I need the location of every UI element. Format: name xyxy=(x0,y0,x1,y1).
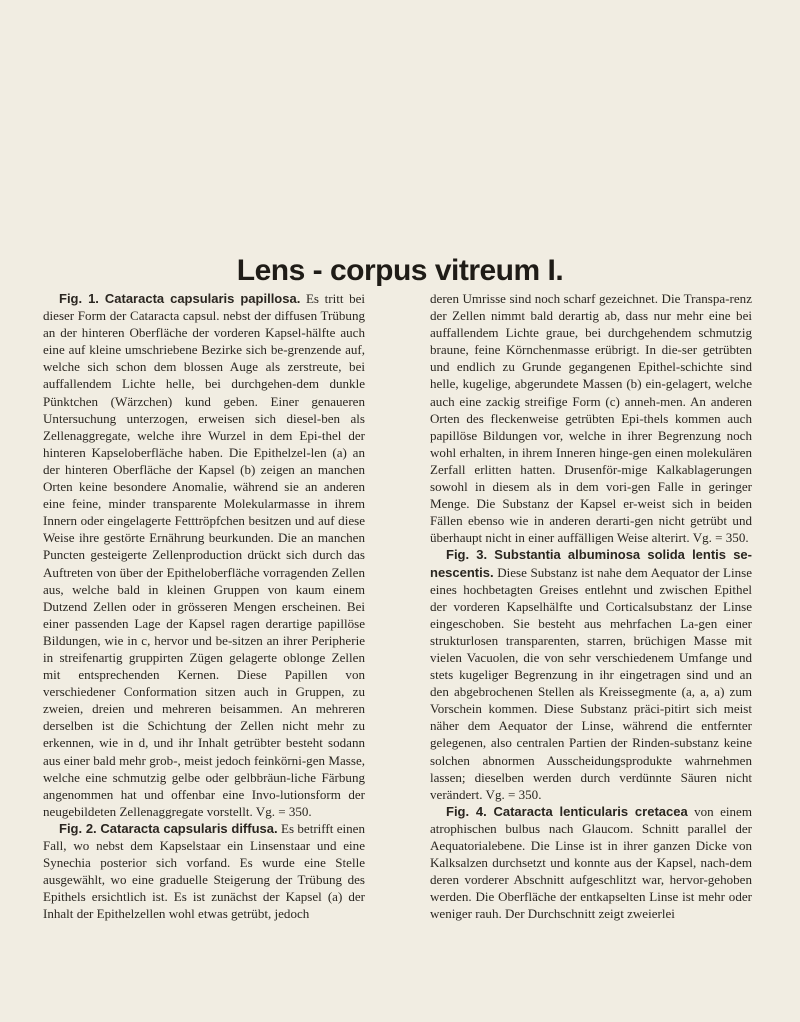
paragraph-continued xyxy=(430,290,752,546)
figure-caption: Fig. 3. Substantia albuminosa solida lentis se-nescentis. xyxy=(430,547,752,580)
right-column xyxy=(430,290,752,922)
paragraph-text: deren Umrisse sind noch scharf gezeichnet. Die Transpa-renz der Zellen nimmt bald derartig ab, dass nur mehr eine bei auffallendem Lichte graue, bei durchgehendem schmutzig braune, feine Körnchenmasse erübrigt. In die-ser getrübten und endlich zu Grunde gegangenen Epithel-schichte sind helle, kugelige, abgerundete Massen (b) ein-gelagert, welche auch eine zackig streifige Form (c) anneh-men. An anderen Orten des fleckenweise getrübten Epi-thels kommen auch papillöse Bildungen vor, welche in ihrer Begrenzung noch wohl erhalten, in ihrem Inneren hinge-gen einen molekulären Zerfall erlitten hatten. Drusenför-mige Kalkablagerungen sowohl in diesem als in dem vori-gen Falle in geringer Menge. Die Substanz der Kapsel er-weist sich in beiden Fällen ebenso wie in anderen derarti-gen nicht getrübt und überhaupt nicht in einer auffälligen Weise alterirt. Vg. = 350. xyxy=(430,291,752,546)
figure-caption: Fig. 2. Cataracta capsularis diffusa. xyxy=(59,820,278,836)
paragraph-text: Es betrifft einen Fall, wo nebst dem Kapselstaar ein Linsenstaar und eine Synechia posterior sich vorfand. Es wurde eine Stelle ausgewählt, wo eine graduelle Steigerung der Trübung des Epithels ersichtlich ist. Es ist zunächst der Kapsel (a) der Inhalt der Epithelzellen wohl etwas getrübt, jedoch xyxy=(43,820,366,922)
left-column xyxy=(43,290,365,922)
figure-caption: Fig. 4. Cataracta lenticularis cretacea xyxy=(446,803,688,819)
paragraph-text: von einem atrophischen bulbus nach Glaucom. Schnitt parallel der Aequatorialebene. Die Linse ist in ihrer ganzen Dicke von Kalksalzen durchsetzt und konnte aus der Kapsel, nach-dem deren vorderer Abschnitt aufgeschlitzt war, hervor-gehoben werden. Die Oberfläche der entkapselten Linse ist mehr oder weniger rauh. Der Durchschnitt zeigt zweierlei xyxy=(430,803,752,922)
paragraph-text: Diese Substanz ist nahe dem Aequator der Linse eines hochbetagten Greises entlehnt und zwischen Epithel der vorderen Kapselhälfte und Corticalsubstanz der Linse eingeschoben. Sie besteht aus mehrfachen La-gen einer strukturlosen transparenten, starren, brüchigen Masse mit vielen Vacuolen, die von sehr verschiedenem Umfange und stets kugeliger Begrenzung in ihr eingetragen sind und an den abgebrochenen Stellen als Kreissegmente (a, a, a) zum Vorschein kommen. Diese Substanz präci-pitirt sich meist näher dem Aequator der Linse, während die entfernter gelegenen, also centralen Partien der Rinden-substanz keine solchen abnormen Ausscheidungsprodukte wahrnehmen lassen; dieselben werden durch verdünnte Säuren nicht verändert. Vg. = 350. xyxy=(430,564,752,802)
paragraph-text: Es tritt bei dieser Form der Cataracta capsul. nebst der diffusen Trübung an der hinteren Oberfläche der vorderen Kapsel-hälfte auch eine auf kleine umschriebene Bezirke sich be-grenzende auf, welche sich schon dem blossen Auge als zerstreute, bei auffallendem Lichte helle, bei durchgehen-dem dunkle Pünktchen (Wärzchen) kund geben. Einer genaueren Untersuchung unterzogen, erweisen sich diesel-ben als Zellenaggregate, welche ihre Wurzel in dem Epi-thel der hinteren Kapseloberfläche haben. Die Epithelzel-len (a) an der hinteren Oberfläche der Kapsel (b) zeigen an manchen Orten keine besondere Anomalie, während sie an anderen eine feine, minder transparente Molekularmasse in ihrem Innern oder eingelagerte Fetttröpfchen besitzen und auf diese Weise ihre gestörte Ernährung beurkunden. Die an manchen Puncten gesteigerte Zellenproduction drückt sich durch das Auftreten von über der Epitheloberfläche vorragenden Zellen aus, welche bald in kleinen Gruppen von kaum einem Dutzend Zellen oder in grösseren Mengen erscheinen. Bei einer passenden Lage der Kapsel ragen derartige papillöse Bildungen, wie in c, hervor und be-sitzen an ihrer Peripherie in streifenartig gruppirten Zügen gelagerte oblonge Zellen mit entsprechenden Kernen. Diese Papillen von verschiedener Conformation sitzen auch in Gruppen, zu zweien, dreien und mehreren beisammen. An mehreren derselben ist die Schichtung der Zellen nicht mehr zu erkennen, wie in d, und ihr Inhalt getrübter besteht sodann aus einer bald mehr grob-, meist jedoch feinkörni-gen Masse, welche eine schmutzig gelbe oder gelbbräun-liche Färbung angenommen hat und offenbar eine Invo-lutionsform der neugebildeten Zellenaggregate vorstellt. Vg. = 350. xyxy=(43,291,366,819)
paragraph-fig-2 xyxy=(43,820,365,923)
page-title: Lens - corpus vitreum I. xyxy=(236,254,564,287)
paragraph-fig-3 xyxy=(430,546,752,802)
paragraph-fig-4 xyxy=(430,803,752,923)
figure-caption: Fig. 1. Cataracta capsularis papillosa. xyxy=(59,291,301,306)
paragraph-fig-1 xyxy=(43,290,365,820)
